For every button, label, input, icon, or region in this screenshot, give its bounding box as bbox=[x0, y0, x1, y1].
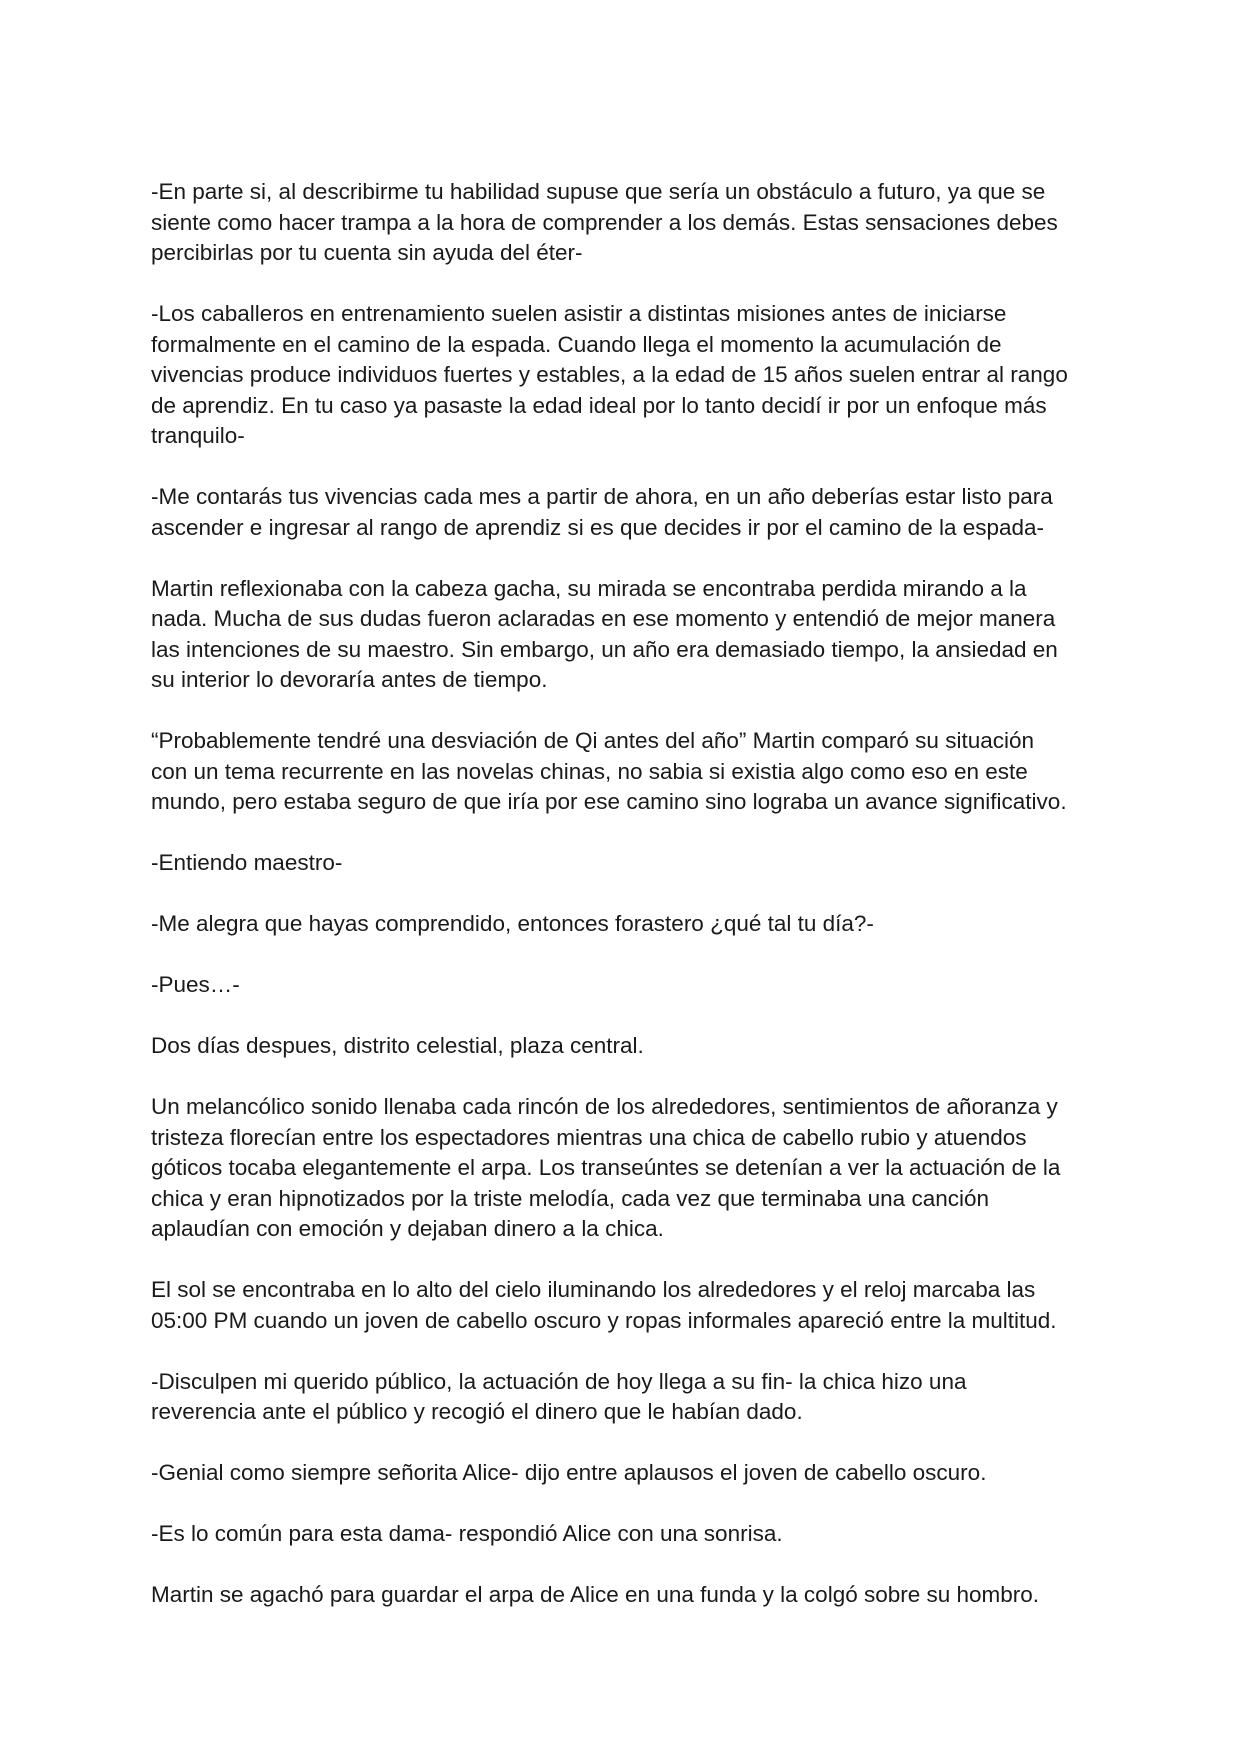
paragraph: Un melancólico sonido llenaba cada rincón de los alrededores, sentimientos de añoranza y tristeza florecían entre los espectadores mientras una chica de cabello rubio y atuendos góticos tocaba elegantemente el arpa. Los transeúntes se detenían a ver la actuación de la chica y eran hipnotizados por la triste melodía, cada vez que terminaba una canción aplaudían con emoción y dejaban dinero a la chica. bbox=[151, 1094, 1061, 1241]
paragraph: Martin reflexionaba con la cabeza gacha, su mirada se encontraba perdida mirando a la nada. Mucha de sus dudas fueron aclaradas en ese momento y entendió de mejor manera las intenciones de su maestro. Sin embargo, un año era demasiado tiempo, la ansiedad en su interior lo devoraría antes de tiempo. bbox=[151, 575, 1058, 692]
paragraph: -Disculpen mi querido público, la actuación de hoy llega a su fin- la chica hizo una reverencia ante el público y recogió el dinero que le habían dado. bbox=[151, 1368, 967, 1424]
paragraph: Martin se agachó para guardar el arpa de Alice en una funda y la colgó sobre su hombro. bbox=[151, 1582, 1040, 1607]
document-body bbox=[151, 177, 1111, 1641]
paragraph: -Los caballeros en entrenamiento suelen asistir a distintas misiones antes de iniciarse formalmente en el camino de la espada. Cuando llega el momento la acumulación de vivencias produce individuos fuertes y estables, a la edad de 15 años suelen entrar al rango de aprendiz. En tu caso ya pasaste la edad ideal por lo tanto decidí ir por un enfoque más tranquilo- bbox=[151, 301, 1068, 448]
paragraph: -Es lo común para esta dama- respondió Alice con una sonrisa. bbox=[151, 1521, 783, 1546]
paragraph: El sol se encontraba en lo alto del cielo iluminando los alrededores y el reloj marcaba las 05:00 PM cuando un joven de cabello oscuro y ropas informales apareció entre la multitud. bbox=[151, 1277, 1057, 1333]
paragraph: -Me contarás tus vivencias cada mes a partir de ahora, en un año deberías estar listo para ascender e ingresar al rango de aprendiz si es que decides ir por el camino de la espada- bbox=[151, 484, 1053, 540]
paragraph: -Entiendo maestro- bbox=[151, 850, 343, 875]
paragraph: -Pues…- bbox=[151, 972, 240, 997]
paragraph: “Probablemente tendré una desviación de Qi antes del año” Martin comparó su situación con un tema recurrente en las novelas chinas, no sabia si existia algo como eso en este mundo, pero estaba seguro de que iría por ese camino sino lograba un avance significativo. bbox=[151, 728, 1067, 814]
paragraph: -En parte si, al describirme tu habilidad supuse que sería un obstáculo a futuro, ya que se siente como hacer trampa a la hora de comprender a los demás. Estas sensaciones debes percibirlas por tu cuenta sin ayuda del éter- bbox=[151, 179, 1058, 265]
paragraph: -Genial como siempre señorita Alice- dijo entre aplausos el joven de cabello oscuro. bbox=[151, 1460, 987, 1485]
paragraph: -Me alegra que hayas comprendido, entonces forastero ¿qué tal tu día?- bbox=[151, 911, 874, 936]
paragraph: Dos días despues, distrito celestial, plaza central. bbox=[151, 1033, 644, 1058]
